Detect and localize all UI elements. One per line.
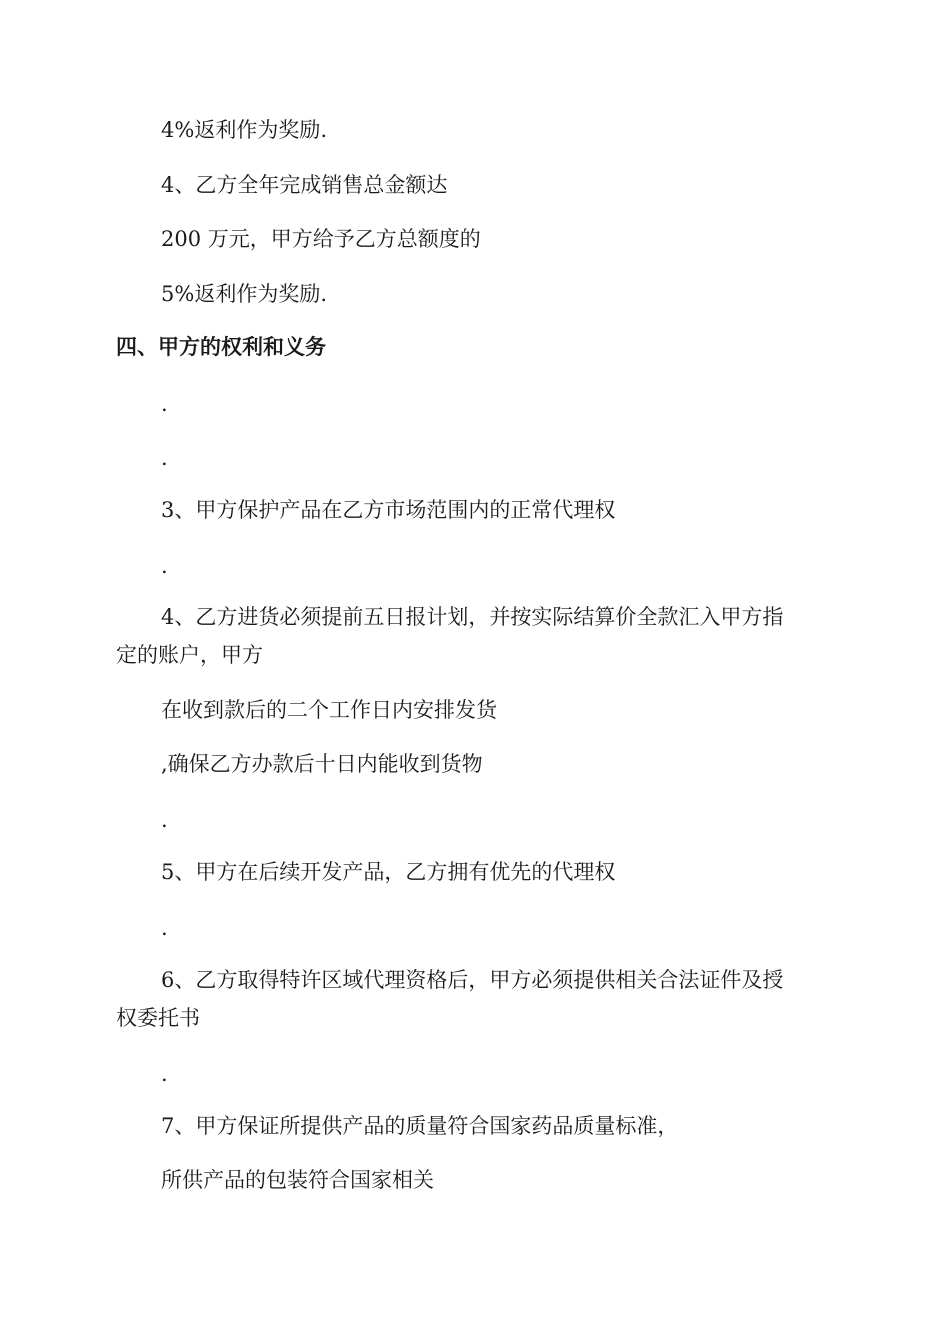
paragraph-line: 所供产品的包装符合国家相关	[161, 1168, 434, 1192]
paragraph-line: 3、甲方保护产品在乙方市场范围内的正常代理权	[161, 498, 616, 522]
paragraph-line: 在收到款后的二个工作日内安排发货	[161, 698, 497, 722]
paragraph-dot: .	[161, 446, 168, 470]
paragraph-line: 7、甲方保证所提供产品的质量符合国家药品质量标准，	[161, 1114, 679, 1138]
paragraph-dot: .	[161, 808, 168, 832]
paragraph-line: 4、乙方进货必须提前五日报计划，并按实际结算价全款汇入甲方指	[161, 605, 784, 629]
paragraph-line: ,确保乙方办款后十日内能收到货物	[161, 752, 483, 776]
paragraph-line: 6、乙方取得特许区域代理资格后，甲方必须提供相关合法证件及授	[161, 968, 784, 992]
paragraph-line: 5、甲方在后续开发产品，乙方拥有优先的代理权	[161, 860, 616, 884]
paragraph-dot: .	[161, 392, 168, 416]
paragraph-dot: .	[161, 554, 168, 578]
paragraph-dot: .	[161, 916, 168, 940]
paragraph-line: 200 万元，甲方给予乙方总额度的	[161, 227, 481, 251]
paragraph-line: 权委托书	[116, 1006, 200, 1030]
section-heading: 四、甲方的权利和义务	[116, 335, 326, 359]
paragraph-line: 5%返利作为奖励.	[161, 282, 327, 306]
paragraph-line: 4%返利作为奖励.	[161, 118, 327, 142]
paragraph-line: 定的账户，甲方	[116, 643, 263, 667]
paragraph-dot: .	[161, 1062, 168, 1086]
paragraph-line: 4、乙方全年完成销售总金额达	[161, 173, 448, 197]
